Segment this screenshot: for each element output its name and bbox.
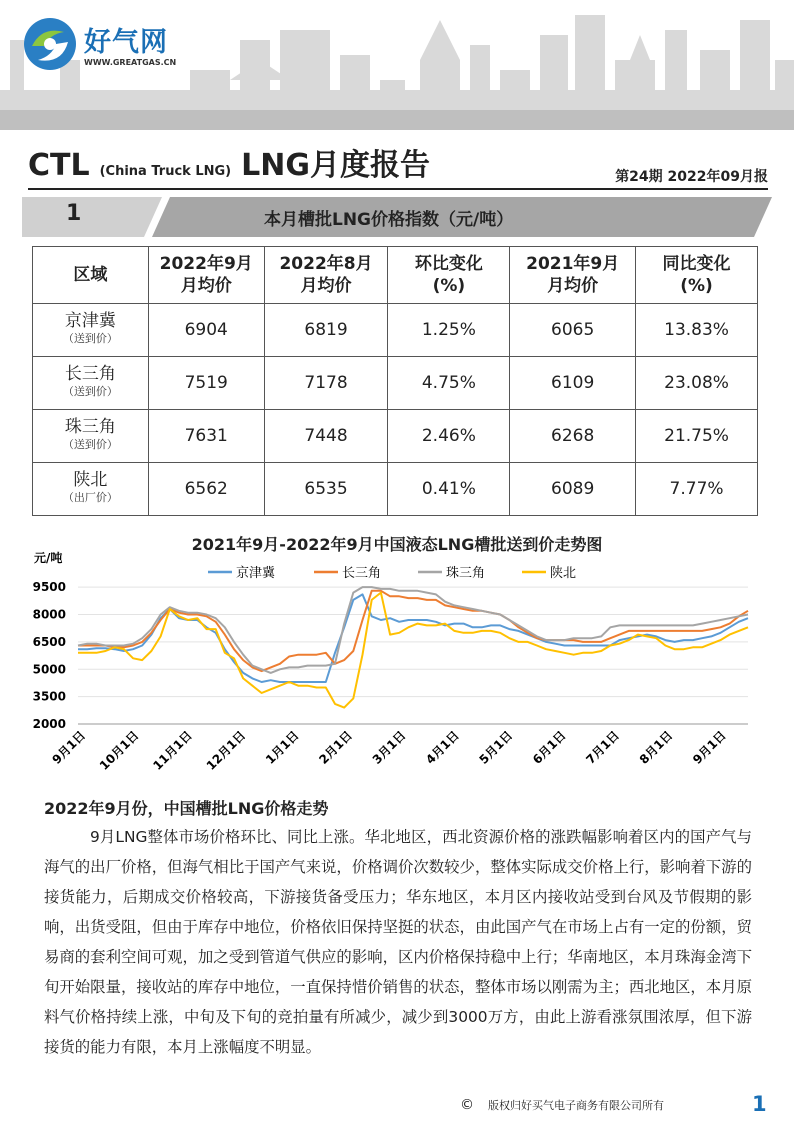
x-tick-label: 10月1日	[96, 728, 142, 773]
y-tick-label: 3500	[32, 689, 66, 704]
cell-sep2022: 6562	[148, 463, 264, 516]
report-title	[28, 140, 430, 184]
chart-title: 2021年9月-2022年9月中国液态LNG槽批送到价走势图	[191, 535, 603, 554]
brand-logo[interactable]	[22, 14, 182, 80]
x-tick-label: 6月1日	[529, 728, 569, 767]
y-tick-label: 9500	[32, 580, 66, 595]
table-header-row	[33, 247, 758, 304]
copyright-symbol: ©	[460, 1097, 474, 1113]
x-tick-label: 8月1日	[636, 728, 676, 767]
table-row	[33, 304, 758, 357]
cell-sep2022: 6904	[148, 304, 264, 357]
section-number: 1	[66, 201, 82, 226]
series-line	[78, 591, 748, 671]
cell-yoy: 7.77%	[636, 463, 758, 516]
col-header-sep2022: 2022年9月 月均价	[148, 247, 264, 304]
x-tick-label: 5月1日	[476, 728, 516, 767]
col-header-region: 区域	[33, 247, 149, 304]
report-title-row	[28, 140, 768, 184]
cell-mom: 4.75%	[388, 357, 510, 410]
cell-yoy: 21.75%	[636, 410, 758, 463]
header-banner	[0, 0, 794, 130]
logo-swirl-icon	[22, 16, 78, 72]
cell-aug2022: 7448	[264, 410, 388, 463]
price-trend-chart	[0, 548, 794, 784]
cell-sep2021: 6089	[510, 463, 636, 516]
cell-sep2021: 6065	[510, 304, 636, 357]
cell-aug2022: 6819	[264, 304, 388, 357]
col-header-yoy: 同比变化 (%)	[636, 247, 758, 304]
section-header	[22, 197, 772, 237]
y-axis-label: 元/吨	[34, 551, 63, 565]
y-tick-label: 5000	[32, 662, 66, 677]
x-tick-label: 3月1日	[369, 728, 409, 767]
cell-mom: 1.25%	[388, 304, 510, 357]
cell-sep2022: 7631	[148, 410, 264, 463]
copyright-text: 版权归好买气电子商务有限公司所有	[488, 1099, 664, 1112]
region-cell: 珠三角 （送到价）	[33, 410, 149, 463]
cell-aug2022: 7178	[264, 357, 388, 410]
article-body: 9月LNG整体市场价格环比、同比上涨。华北地区，西北资源价格的涨跌幅影响着区内的国产气与海气的出厂价格，但海气相比于国产气来说，价格调价次数较少，整体实际成交价格上行，影响着下游的接货能力，后期成交价格较高，下游接货备受压力；华东地区，本月区内接收站受到台风及节假期的影响，出货受阻，但由于库存中地位，价格依旧保持坚挺的状态，由此国产气在市场上占有一定的份额，贸易商的套利空间可观，加之受到管道气供应的影响，区内价格保持稳中上行；华南地区，本月珠海金湾下旬开始限量，接收站的库存中地位，一直保持惜价销售的状态，整体市场以刚需为主；西北地区，本月原料气价格持续上涨，中旬及下旬的竞拍量有所减少，减少到3000万方，由此上游看涨氛围浓厚，但下游接货的能力有限，本月上涨幅度不明显。	[44, 828, 752, 1056]
cell-yoy: 23.08%	[636, 357, 758, 410]
footer-copyright	[460, 1097, 664, 1113]
x-tick-label: 9月1日	[690, 728, 729, 767]
col-header-aug2022: 2022年8月 月均价	[264, 247, 388, 304]
cell-sep2021: 6109	[510, 357, 636, 410]
y-tick-label: 6500	[32, 634, 66, 649]
x-tick-label: 4月1日	[423, 728, 462, 767]
y-tick-label: 2000	[32, 717, 66, 731]
page-number: 1	[752, 1092, 767, 1116]
col-header-mom: 环比变化 (%)	[388, 247, 510, 304]
legend-label: 陕北	[550, 566, 577, 581]
cell-sep2021: 6268	[510, 410, 636, 463]
table-row	[33, 463, 758, 516]
cell-sep2022: 7519	[148, 357, 264, 410]
title-report: LNG月度报告	[241, 148, 430, 183]
section-title: 本月槽批LNG价格指数（元/吨）	[264, 210, 514, 230]
legend-label: 长三角	[342, 566, 382, 581]
table-row	[33, 410, 758, 463]
col-header-sep2021: 2021年9月 月均价	[510, 247, 636, 304]
region-cell: 长三角 （送到价）	[33, 357, 149, 410]
y-tick-label: 8000	[32, 607, 66, 622]
title-subtitle: (China Truck LNG)	[99, 164, 232, 179]
logo-text: 好气网	[84, 27, 168, 58]
x-tick-label: 2月1日	[316, 728, 356, 767]
cell-mom: 2.46%	[388, 410, 510, 463]
article-heading: 2022年9月份，中国槽批LNG价格走势	[44, 799, 329, 818]
legend-label: 珠三角	[446, 566, 486, 581]
legend-label: 京津冀	[236, 566, 276, 581]
x-tick-label: 9月1日	[49, 728, 89, 767]
x-tick-label: 11月1日	[150, 728, 195, 773]
region-cell: 陕北 （出厂价）	[33, 463, 149, 516]
price-index-table	[32, 246, 758, 516]
x-tick-label: 12月1日	[203, 728, 249, 773]
cell-aug2022: 6535	[264, 463, 388, 516]
x-tick-label: 1月1日	[262, 728, 302, 767]
region-cell: 京津冀 （送到价）	[33, 304, 149, 357]
cell-yoy: 13.83%	[636, 304, 758, 357]
cell-mom: 0.41%	[388, 463, 510, 516]
title-divider	[28, 188, 768, 190]
issue-info: 第24期 2022年09月报	[615, 169, 768, 185]
title-ctl: CTL	[28, 148, 90, 183]
x-tick-label: 7月1日	[583, 728, 622, 767]
logo-url: WWW.GREATGAS.CN	[84, 58, 177, 67]
table-row	[33, 357, 758, 410]
